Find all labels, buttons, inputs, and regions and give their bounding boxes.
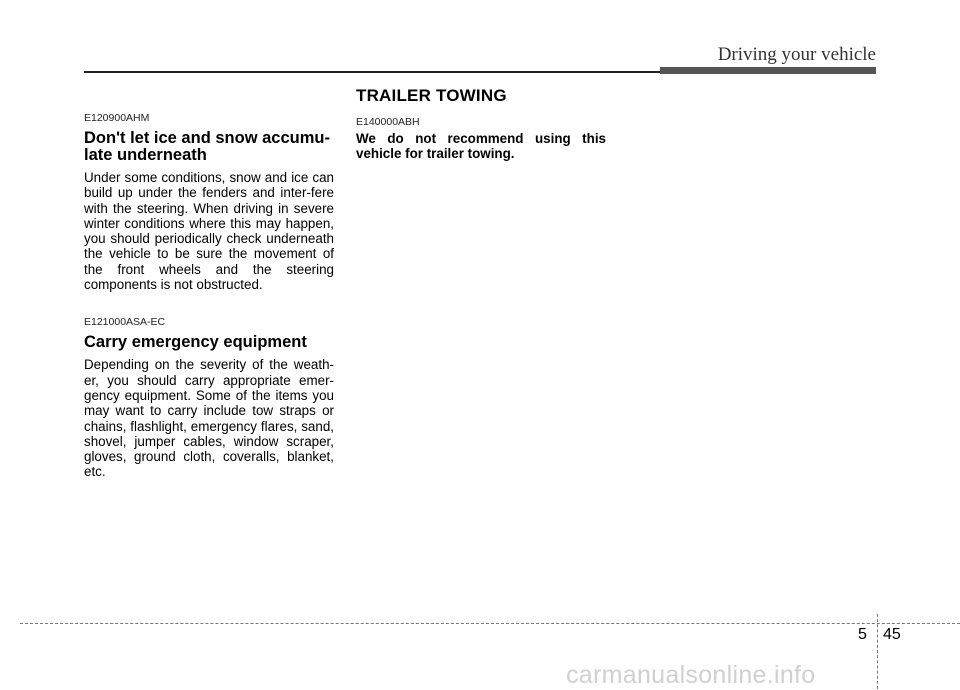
left-column <box>84 112 334 480</box>
section-code: E120900AHM <box>84 112 150 124</box>
heading-line-2: late underneath <box>84 146 207 164</box>
running-header-title: Driving your vehicle <box>717 44 876 65</box>
watermark: carmanualsonline.info <box>566 661 816 689</box>
header-rule <box>84 71 660 73</box>
section-heading: Carry emergency equipment <box>84 333 307 352</box>
footer-rule <box>20 623 960 624</box>
middle-column <box>356 86 606 162</box>
header-rule-accent <box>660 67 876 74</box>
trailer-towing-body: We do not recommend using this vehicle for trailer towing. <box>356 131 606 162</box>
section-heading <box>84 130 334 164</box>
section-body: Depending on the severity of the weath-er, you should carry appropriate emer-gency equipment. Some of the items you may want to carry include tow straps or chains, flashlight, emergency flares, sand, shovel, jumper cables, window scraper, gloves, ground cloth, coveralls, blanket, etc. <box>84 357 334 480</box>
section-ice-snow <box>84 112 334 292</box>
section-code: E140000ABH <box>356 116 420 128</box>
page-number: 45 <box>883 626 901 643</box>
section-body: Under some conditions, snow and ice can build up under the fenders and inter-fere with the steering. When driving in severe winter conditions where this may happen, you should periodically check underneath the vehicle to be sure the movement of the front wheels and the steering components is not obstructed. <box>84 170 334 293</box>
heading-line-1: Don't let ice and snow accumu- <box>84 129 330 147</box>
section-emergency-equipment <box>84 316 334 479</box>
footer-divider <box>877 614 878 689</box>
section-code: E121000ASA-EC <box>84 316 166 329</box>
chapter-number: 5 <box>858 626 867 643</box>
trailer-towing-title: TRAILER TOWING <box>356 86 507 105</box>
